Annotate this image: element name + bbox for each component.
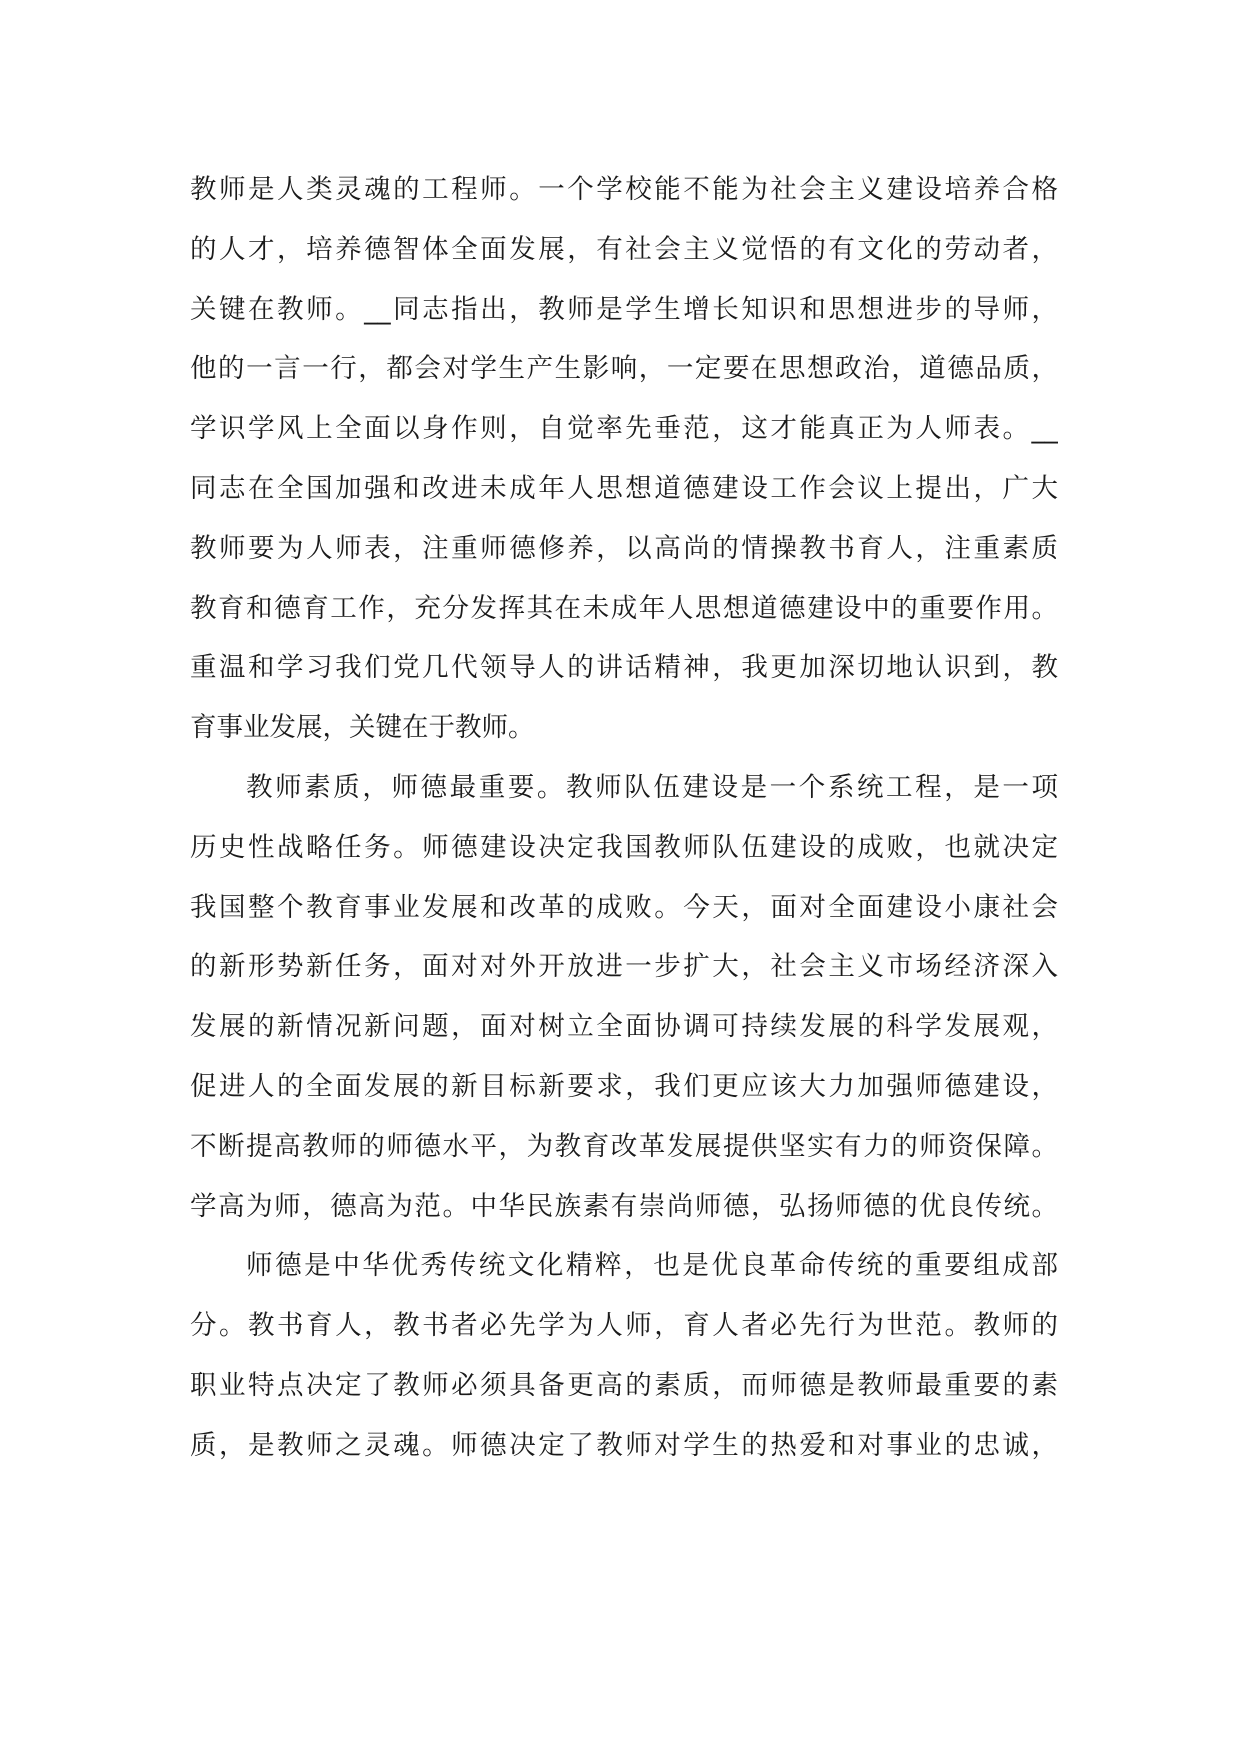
paragraph-2 — [190, 758, 1058, 1236]
text-line: 学高为师，德高为范。中华民族素有崇尚师德，弘扬师德的优良传统。 — [190, 1190, 1058, 1222]
text-line: 我国整个教育事业发展和改革的成败。今天，面对全面建设小康社会 — [190, 891, 1058, 923]
text-line: 教育和德育工作，充分发挥其在未成年人思想道德建设中的重要作用。 — [190, 592, 1058, 624]
text-line: 发展的新情况新问题，面对树立全面协调可持续发展的科学发展观， — [190, 1011, 1058, 1043]
text-line: 不断提高教师的师德水平，为教育改革发展提供坚实有力的师资保障。 — [190, 1130, 1058, 1162]
paragraph-1 — [190, 160, 1058, 758]
body-text — [190, 160, 1058, 1476]
text-line: 历史性战略任务。师德建设决定我国教师队伍建设的成败，也就决定 — [190, 831, 1058, 863]
paragraph-3 — [190, 1236, 1058, 1475]
text-line: 教师素质，师德最重要。教师队伍建设是一个系统工程，是一项 — [246, 771, 1058, 803]
text-line: 学识学风上全面以身作则，自觉率先垂范，这才能真正为人师表。__ — [190, 413, 1058, 445]
text-line: 分。教书育人，教书者必先学为人师，育人者必先行为世范。教师的 — [190, 1310, 1058, 1342]
text-line: 质，是教师之灵魂。师德决定了教师对学生的热爱和对事业的忠诚， — [190, 1429, 1058, 1461]
text-line: 重温和学习我们党几代领导人的讲话精神，我更加深切地认识到，教 — [190, 652, 1058, 684]
text-line: 的新形势新任务，面对对外开放进一步扩大，社会主义市场经济深入 — [190, 951, 1058, 983]
text-line: 他的一言一行，都会对学生产生影响，一定要在思想政治，道德品质， — [190, 353, 1058, 385]
text-line: 育事业发展，关键在于教师。 — [190, 712, 535, 744]
text-line: 的人才，培养德智体全面发展，有社会主义觉悟的有文化的劳动者， — [190, 233, 1058, 265]
text-line: 同志在全国加强和改进未成年人思想道德建设工作会议上提出，广大 — [190, 472, 1058, 504]
text-line: 职业特点决定了教师必须具备更高的素质，而师德是教师最重要的素 — [190, 1369, 1058, 1401]
text-line: 师德是中华优秀传统文化精粹，也是优良革命传统的重要组成部 — [246, 1250, 1058, 1282]
text-line: 促进人的全面发展的新目标新要求，我们更应该大力加强师德建设， — [190, 1070, 1058, 1102]
text-line: 教师要为人师表，注重师德修养，以高尚的情操教书育人，注重素质 — [190, 532, 1058, 564]
text-line: 关键在教师。__同志指出，教师是学生增长知识和思想进步的导师， — [190, 293, 1058, 325]
text-line: 教师是人类灵魂的工程师。一个学校能不能为社会主义建设培养合格 — [190, 174, 1058, 205]
